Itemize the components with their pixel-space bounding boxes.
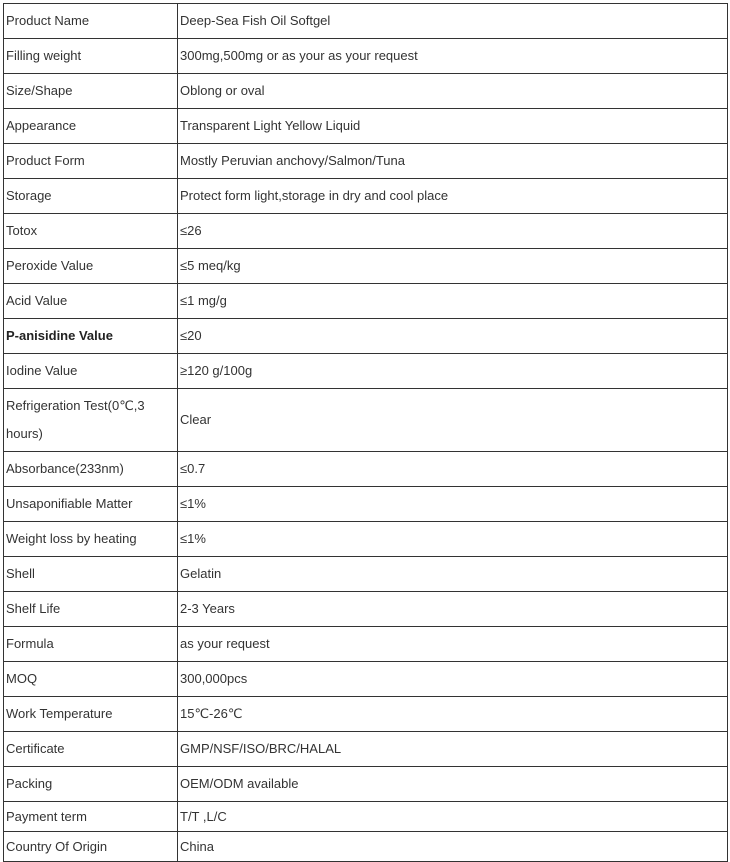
table-row xyxy=(4,487,728,522)
row-value: 300mg,500mg or as your as your request xyxy=(178,39,728,74)
row-label: Certificate xyxy=(4,732,178,767)
row-label: Refrigeration Test(0℃,3 hours) xyxy=(4,389,178,452)
table-row xyxy=(4,354,728,389)
row-label: Payment term xyxy=(4,802,178,832)
table-row xyxy=(4,389,728,452)
row-value: ≤1 mg/g xyxy=(178,284,728,319)
row-value: ≤26 xyxy=(178,214,728,249)
table-row xyxy=(4,452,728,487)
product-spec-table xyxy=(3,3,728,862)
row-value: Oblong or oval xyxy=(178,74,728,109)
row-label: Iodine Value xyxy=(4,354,178,389)
table-row xyxy=(4,557,728,592)
row-value: Clear xyxy=(178,389,728,452)
row-label: P-anisidine Value xyxy=(4,319,178,354)
row-value: ≤1% xyxy=(178,487,728,522)
table-row xyxy=(4,732,728,767)
row-value: ≥120 g/100g xyxy=(178,354,728,389)
row-label: Product Name xyxy=(4,4,178,39)
row-value: ≤20 xyxy=(178,319,728,354)
table-row xyxy=(4,4,728,39)
row-label: Weight loss by heating xyxy=(4,522,178,557)
row-value: Gelatin xyxy=(178,557,728,592)
table-row xyxy=(4,767,728,802)
row-label: Unsaponifiable Matter xyxy=(4,487,178,522)
row-value: 15℃-26℃ xyxy=(178,697,728,732)
row-label: Country Of Origin xyxy=(4,832,178,862)
table-row xyxy=(4,522,728,557)
row-label: Storage xyxy=(4,179,178,214)
row-value: T/T ,L/C xyxy=(178,802,728,832)
row-label: Acid Value xyxy=(4,284,178,319)
row-label: Totox xyxy=(4,214,178,249)
table-row xyxy=(4,592,728,627)
table-row xyxy=(4,662,728,697)
table-row xyxy=(4,144,728,179)
table-row xyxy=(4,697,728,732)
row-label: Formula xyxy=(4,627,178,662)
row-value: Protect form light,storage in dry and cool place xyxy=(178,179,728,214)
table-row xyxy=(4,39,728,74)
table-row xyxy=(4,832,728,862)
row-label: MOQ xyxy=(4,662,178,697)
row-value: Transparent Light Yellow Liquid xyxy=(178,109,728,144)
table-row xyxy=(4,179,728,214)
table-row xyxy=(4,74,728,109)
row-value: GMP/NSF/ISO/BRC/HALAL xyxy=(178,732,728,767)
row-value: ≤1% xyxy=(178,522,728,557)
row-label: Appearance xyxy=(4,109,178,144)
table-row xyxy=(4,802,728,832)
row-label: Product Form xyxy=(4,144,178,179)
row-label: Packing xyxy=(4,767,178,802)
row-value: ≤0.7 xyxy=(178,452,728,487)
table-row xyxy=(4,284,728,319)
row-value: OEM/ODM available xyxy=(178,767,728,802)
row-label: Shelf Life xyxy=(4,592,178,627)
table-row xyxy=(4,249,728,284)
row-label: Peroxide Value xyxy=(4,249,178,284)
row-label: Filling weight xyxy=(4,39,178,74)
row-value: as your request xyxy=(178,627,728,662)
row-value: Deep-Sea Fish Oil Softgel xyxy=(178,4,728,39)
row-label: Size/Shape xyxy=(4,74,178,109)
table-row xyxy=(4,214,728,249)
row-label: Work Temperature xyxy=(4,697,178,732)
row-label: Absorbance(233nm) xyxy=(4,452,178,487)
table-row xyxy=(4,627,728,662)
table-row xyxy=(4,109,728,144)
row-value: 2-3 Years xyxy=(178,592,728,627)
row-value: 300,000pcs xyxy=(178,662,728,697)
row-value: ≤5 meq/kg xyxy=(178,249,728,284)
row-label: Shell xyxy=(4,557,178,592)
table-row xyxy=(4,319,728,354)
row-value: China xyxy=(178,832,728,862)
row-value: Mostly Peruvian anchovy/Salmon/Tuna xyxy=(178,144,728,179)
